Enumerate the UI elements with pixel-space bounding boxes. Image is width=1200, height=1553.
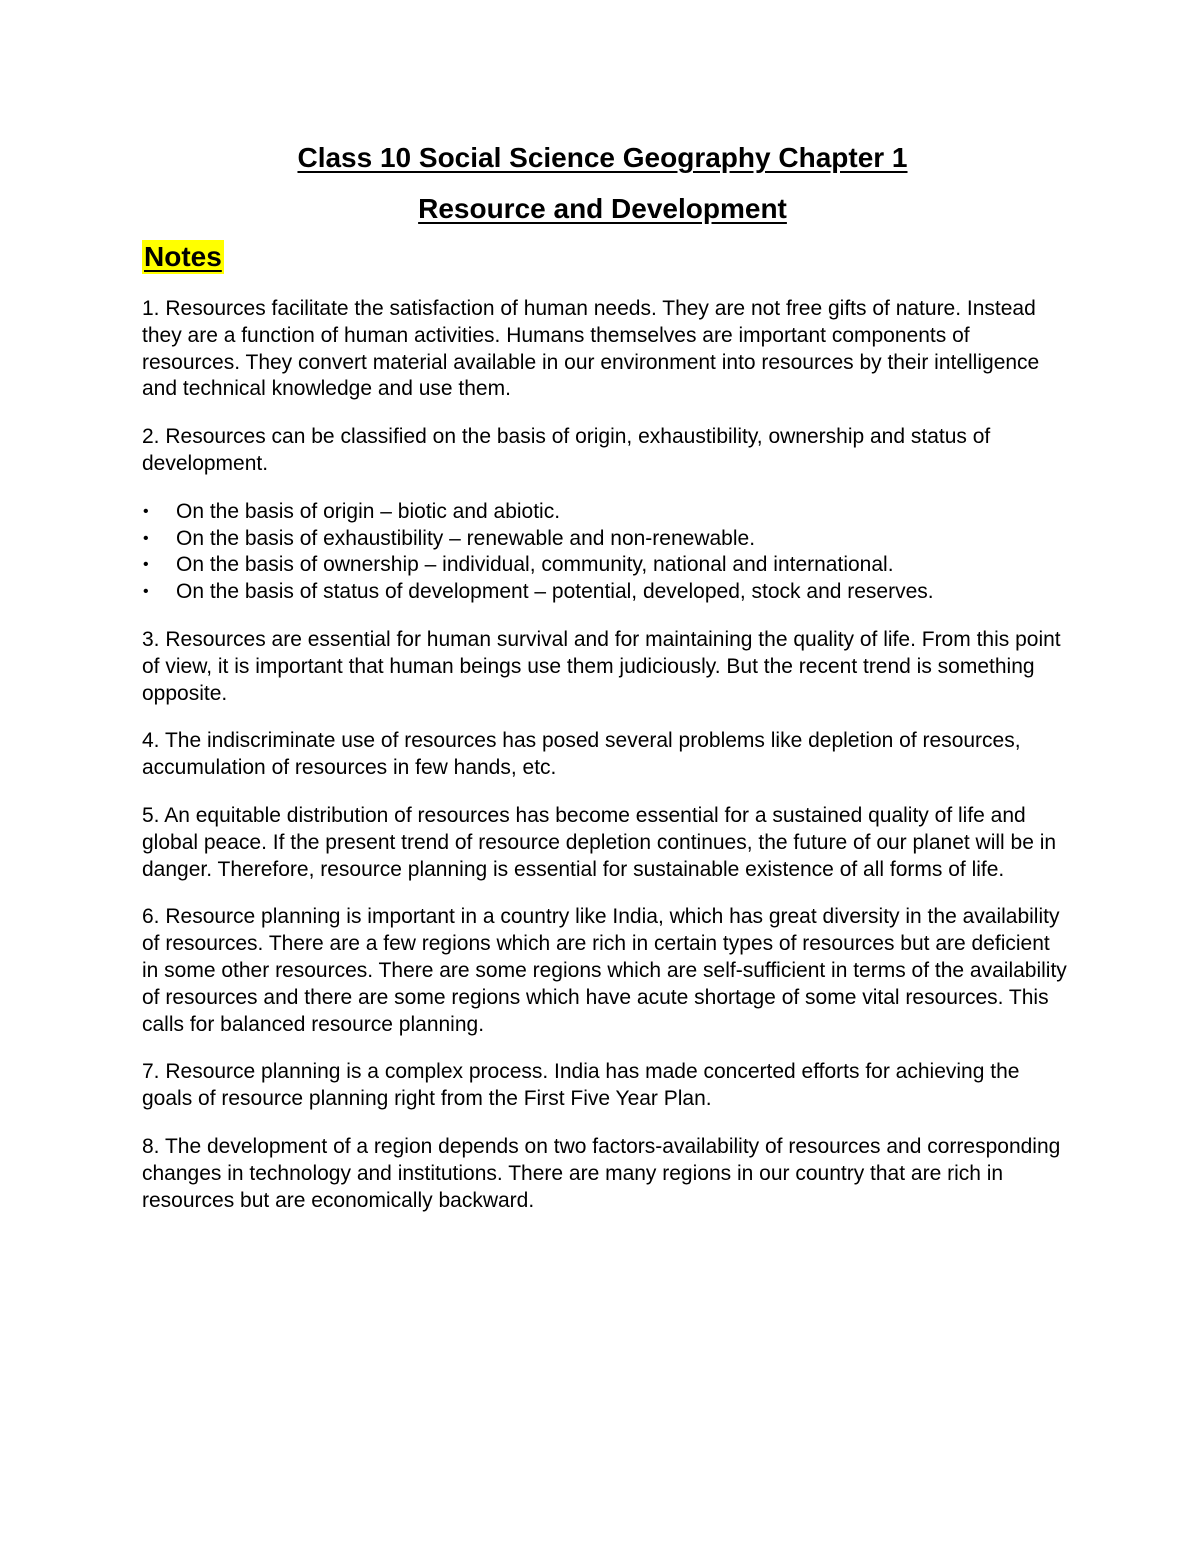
document-title: Class 10 Social Science Geography Chapter 1 [297, 142, 908, 173]
bullet-icon: • [143, 583, 149, 601]
list-item-text: On the basis of origin – biotic and abiotic. [176, 499, 561, 523]
list-item-text: On the basis of ownership – individual, community, national and international. [176, 553, 894, 577]
list-item [142, 552, 1067, 579]
list-item-text: On the basis of exhaustibility – renewable and non-renewable. [176, 526, 756, 550]
note-paragraph-7: 7. Resource planning is a complex process. India has made concerted efforts for achieving the goals of resource planning right from the First Five Year Plan. [142, 1060, 1020, 1111]
chapter-title: Resource and Development [418, 193, 787, 224]
note-paragraph-6: 6. Resource planning is important in a country like India, which has great diversity in the availability of resources. There are a few regions which are rich in certain types of resources but are deficient in some other resources. There are some regions which are self-sufficient in terms of the availability of resources and there are some regions which have acute shortage of some vital resources. This calls for balanced resource planning. [142, 905, 1067, 1036]
list-item [142, 499, 1067, 526]
classification-list [142, 499, 1067, 606]
list-item [142, 579, 1067, 606]
note-paragraph-5: 5. An equitable distribution of resources has become essential for a sustained quality of life and global peace. If the present trend of resource depletion continues, the future of our planet will be in danger. Therefore, resource planning is essential for sustainable existence of all forms of life. [142, 803, 1057, 881]
bullet-icon: • [143, 556, 149, 574]
list-item [142, 526, 1067, 553]
bullet-icon: • [143, 502, 149, 520]
notes-content [142, 296, 1067, 1235]
notes-heading: Notes [144, 241, 222, 272]
list-item-text: On the basis of status of development – potential, developed, stock and reserves. [176, 580, 934, 604]
note-paragraph-3: 3. Resources are essential for human survival and for maintaining the quality of life. From this point of view, it is important that human beings use them judiciously. But the recent trend is something opposite. [142, 627, 1061, 705]
note-paragraph-2: 2. Resources can be classified on the basis of origin, exhaustibility, ownership and status of development. [142, 425, 991, 475]
bullet-icon: • [143, 529, 149, 547]
note-paragraph-8: 8. The development of a region depends on two factors-availability of resources and corresponding changes in technology and institutions. There are many regions in our country that are rich in resources but are economically backward. [142, 1134, 1061, 1212]
note-paragraph-1: 1. Resources facilitate the satisfaction of human needs. They are not free gifts of nature. Instead they are a function of human activities. Humans themselves are important components of resources. They convert material available in our environment into resources by their intelligence and technical knowledge and use them. [142, 297, 1040, 401]
note-paragraph-4: 4. The indiscriminate use of resources has posed several problems like depletion of resources, accumulation of resources in few hands, etc. [142, 729, 1021, 780]
